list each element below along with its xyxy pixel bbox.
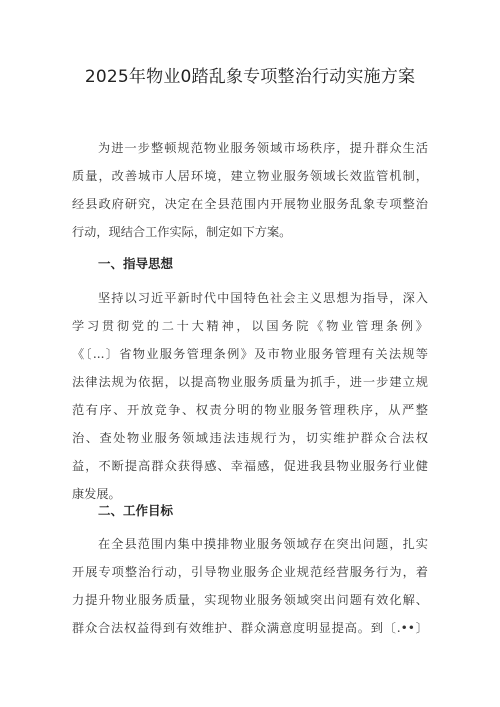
paragraph-line: 坚持以习近平新时代中国特色社会主义思想为指导，深入 [98, 291, 428, 305]
paragraph-line: 治、查处物业服务领域违法违规行为，切实维护群众合法权 [72, 431, 428, 445]
paragraph-line: 益，不断提高群众获得感、幸福感，促进我县物业服务行业健 [72, 459, 428, 473]
intro-paragraph [72, 134, 428, 246]
work-goals-paragraph [72, 530, 428, 642]
paragraph-line: 《〔...〕省物业服务管理条例》及市物业服务管理有关法规等 [72, 347, 428, 361]
intro-line: 行动，现结合工作实际，制定如下方案。 [72, 225, 292, 239]
paragraph-line: 法律法规为依据，以提高物业服务质量为抓手，进一步建立规 [72, 375, 428, 389]
intro-line: 质量，改善城市人居环境，建立物业服务领域长效监管机制， [72, 169, 428, 183]
paragraph-line: 群众合法权益得到有效维护、群众满意度明显提高。到〔.••〕 [72, 621, 428, 635]
paragraph-line: 力提升物业服务质量，实现物业服务领域突出问题有效化解、 [72, 593, 428, 607]
paragraph-line: 康发展。 [72, 487, 121, 501]
section-heading-guiding-ideology: 一、指导思想 [98, 256, 174, 271]
intro-line: 为进一步整顿规范物业服务领域市场秩序，提升群众生活 [98, 141, 428, 155]
paragraph-line: 学习贯彻党的二十大精神，以国务院《物业管理条例》 [72, 319, 428, 333]
intro-line: 经县政府研究，决定在全县范围内开展物业服务乱象专项整治 [72, 197, 428, 211]
paragraph-line: 开展专项整治行动，引导物业服务企业规范经营服务行为，着 [72, 565, 428, 579]
section-heading-work-goals: 二、工作目标 [98, 503, 174, 518]
paragraph-line: 范有序、开放竞争、权责分明的物业服务管理秩序，从严整 [72, 403, 428, 417]
document-title: 2025年物业0踏乱象专项整治行动实施方案 [84, 67, 416, 87]
paragraph-line: 在全县范围内集中摸排物业服务领域存在突出问题，扎实 [98, 537, 428, 551]
guiding-ideology-paragraph [72, 284, 428, 508]
